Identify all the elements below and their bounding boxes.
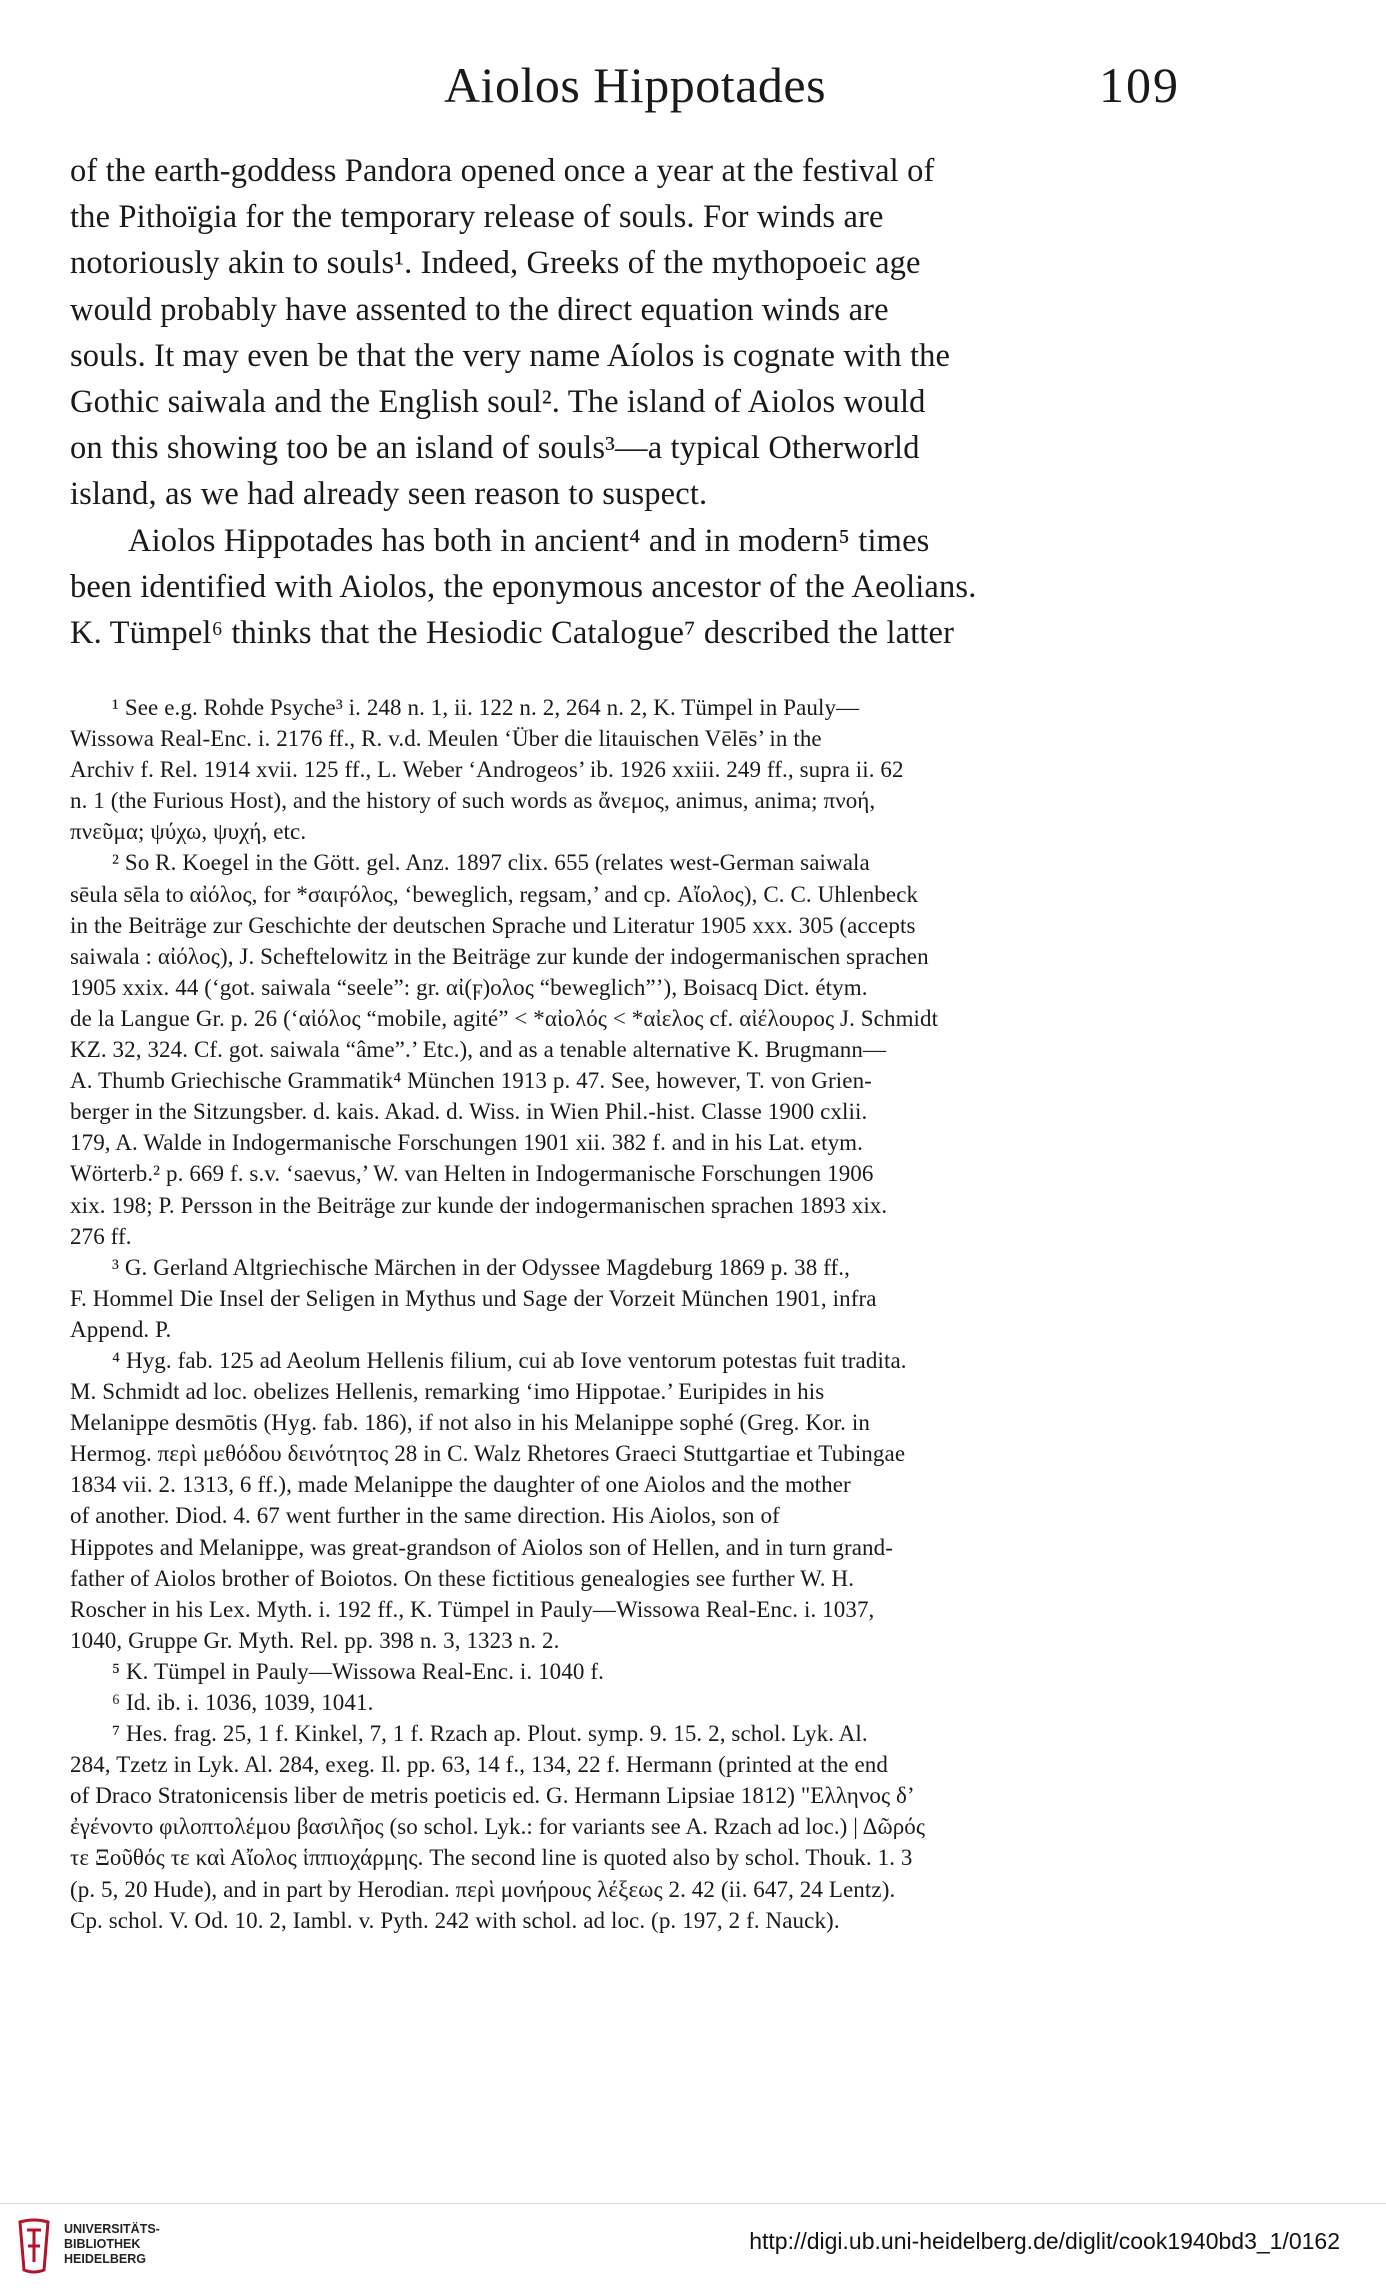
body-line: K. Tümpel⁶ thinks that the Hesiodic Catalogue⁷ described the latter xyxy=(70,614,955,651)
footnote-line: ⁵ K. Tümpel in Pauly—Wissowa Real-Enc. i. 1040 f. xyxy=(112,1658,604,1684)
body-line: island, as we had already seen reason to suspect. xyxy=(70,476,708,513)
footnote-line: xix. 198; P. Persson in the Beiträge zur kunde der indogermanischen sprachen 1893 xix. xyxy=(70,1192,888,1218)
body-line: Aiolos Hippotades has both in ancient⁴ and in modern⁵ times xyxy=(128,522,930,559)
footnote-line: n. 1 (the Furious Host), and the history of such words as ἄνεμος, animus, anima; πνοή, xyxy=(70,788,876,814)
footnote-line: of another. Diod. 4. 67 went further in the same direction. His Aiolos, son of xyxy=(70,1503,780,1529)
footnote-line: A. Thumb Griechische Grammatik⁴ München 1913 p. 47. See, however, T. von Grien- xyxy=(70,1068,872,1094)
body-line: notoriously akin to souls¹. Indeed, Greeks of the mythopoeic age xyxy=(70,245,921,282)
footnote-line: saiwala : αἰόλος), J. Scheftelowitz in the Beiträge zur kunde der indogermanischen sprachen xyxy=(70,943,929,969)
footnote-line: berger in the Sitzungsber. d. kais. Akad. d. Wiss. in Wien Phil.-hist. Classe 1900 cxlii. xyxy=(70,1099,868,1125)
footnote-line: in the Beiträge zur Geschichte der deutschen Sprache und Literatur 1905 xxx. 305 (accepts xyxy=(70,912,916,938)
footnote-line: Roscher in his Lex. Myth. i. 192 ff., K. Tümpel in Pauly—Wissowa Real-Enc. i. 1037, xyxy=(70,1596,875,1622)
footnote-line: de la Langue Gr. p. 26 (‘αἰόλος “mobile, agité” < *αἰολός < *αἰελος cf. αἰέλουρος J. Schmidt xyxy=(70,1005,939,1031)
footnote-line: Cp. schol. V. Od. 10. 2, Iambl. v. Pyth. 242 with schol. ad loc. (p. 197, 2 f. Nauck). xyxy=(70,1907,840,1933)
footnote-line: of Draco Stratonicensis liber de metris poeticis ed. G. Hermann Lipsiae 1812) "Ελληνος δ’ xyxy=(70,1783,915,1809)
body-line: the Pithoïgia for the temporary release of souls. For winds are xyxy=(70,199,884,236)
footnote-line: F. Hommel Die Insel der Seligen in Mythus und Sage der Vorzeit München 1901, infra xyxy=(70,1285,877,1311)
footnote-line: father of Aiolos brother of Boiotos. On these fictitious genealogies see further W. H. xyxy=(70,1565,855,1591)
library-name-line: BIBLIOTHEK xyxy=(64,2237,141,2251)
footnote-line: M. Schmidt ad loc. obelizes Hellenis, remarking ‘imo Hippotae.’ Euripides in his xyxy=(70,1379,825,1405)
footnote-line: Wissowa Real-Enc. i. 2176 ff., R. v.d. Meulen ‘Über die litauischen Vēlēs’ in the xyxy=(70,726,822,752)
footnote-line: ² So R. Koegel in the Gött. gel. Anz. 1897 clix. 655 (relates west-German saiwala xyxy=(112,850,870,876)
permalink-url[interactable]: http://digi.ub.uni-heidelberg.de/diglit/cook1940bd3_1/0162 xyxy=(749,2228,1340,2254)
library-name-line: HEIDELBERG xyxy=(64,2252,146,2266)
footer-bar xyxy=(0,2203,1386,2292)
body-line: Gothic saiwala and the English soul². The island of Aiolos would xyxy=(70,383,926,420)
footnote-line: Hermog. περὶ μεθόδου δεινότητος 28 in C. Walz Rhetores Graeci Stuttgartiae et Tubingae xyxy=(70,1441,906,1467)
footnote-line: τε Ξοῦθός τε καὶ Αἴολος ἱππιοχάρμης. The second line is quoted also by schol. Thouk. 1. 3 xyxy=(70,1845,913,1871)
footnote-line: KZ. 32, 324. Cf. got. saiwala “âme”.’ Etc.), and as a tenable alternative K. Brugmann— xyxy=(70,1037,887,1063)
footnote-line: πνεῦμα; ψύχω, ψυχή, etc. xyxy=(70,819,307,845)
footnote-line: Append. P. xyxy=(70,1316,172,1342)
footnote-line: 284, Tzetz in Lyk. Al. 284, exeg. Il. pp. 63, 14 f., 134, 22 f. Hermann (printed at the end xyxy=(70,1752,888,1778)
running-title: Aiolos Hippotades xyxy=(443,57,827,113)
body-line: souls. It may even be that the very name Aíolos is cognate with the xyxy=(70,337,951,374)
footnote-line: ⁶ Id. ib. i. 1036, 1039, 1041. xyxy=(112,1690,374,1715)
body-line: would probably have assented to the direct equation winds are xyxy=(70,291,889,328)
library-logo[interactable] xyxy=(14,2216,174,2276)
footnote-line: 276 ff. xyxy=(70,1223,132,1249)
body-line: been identified with Aiolos, the eponymous ancestor of the Aeolians. xyxy=(70,568,977,605)
footnote-line: 1834 vii. 2. 1313, 6 ff.), made Melanippe the daughter of one Aiolos and the mother xyxy=(70,1472,851,1498)
library-name xyxy=(64,2222,160,2267)
footnote-line: 1905 xxix. 44 (‘got. saiwala “seele”: gr. αἰ(ϝ)ολος “beweglich”’), Boisacq Dict. étym. xyxy=(70,974,868,1000)
library-name-line: UNIVERSITÄTS- xyxy=(64,2222,160,2236)
footnote-line: ἐγένοντο φιλοπτολέμου βασιλῆος (so schol. Lyk.: for variants see A. Rzach ad loc.) | Δῶρός xyxy=(70,1814,926,1840)
footnotes xyxy=(70,692,1182,1936)
footnote-line: (p. 5, 20 Hude), and in part by Herodian. περὶ μονήρους λέξεως 2. 42 (ii. 647, 24 Lentz). xyxy=(70,1876,896,1902)
body-text xyxy=(70,148,1182,656)
footnote-line: ¹ See e.g. Rohde Psyche³ i. 248 n. 1, ii. 122 n. 2, 264 n. 2, K. Tümpel in Pauly— xyxy=(112,695,860,720)
body-line: of the earth-goddess Pandora opened once a year at the festival of xyxy=(70,153,935,189)
footnote-line: sēula sēla to αἰόλος, for *σαιϝόλος, ‘beweglich, regsam,’ and cp. Αἴολος), C. C. Uhlenbeck xyxy=(70,881,919,907)
footnote-line: Hippotes and Melanippe, was great-grandson of Aiolos son of Hellen, and in turn grand- xyxy=(70,1534,893,1560)
footnote-line: Archiv f. Rel. 1914 xvii. 125 ff., L. Weber ‘Androgeos’ ib. 1926 xxiii. 249 ff., supra ii. 62 xyxy=(70,757,904,783)
footnote-line: ⁴ Hyg. fab. 125 ad Aeolum Hellenis filium, cui ab Iove ventorum potestas fuit tradita. xyxy=(112,1347,907,1373)
body-line: on this showing too be an island of souls³—a typical Otherworld xyxy=(70,430,920,467)
footnote-line: ⁷ Hes. frag. 25, 1 f. Kinkel, 7, 1 f. Rzach ap. Plout. symp. 9. 15. 2, schol. Lyk. Al. xyxy=(112,1721,868,1747)
footnote-line: Wörterb.² p. 669 f. s.v. ‘saevus,’ W. van Helten in Indogermanische Forschungen 1906 xyxy=(70,1161,874,1187)
footnote-line: 179, A. Walde in Indogermanische Forschungen 1901 xii. 382 f. and in his Lat. etym. xyxy=(70,1130,864,1156)
page-number: 109 xyxy=(1099,57,1180,113)
footnote-line: 1040, Gruppe Gr. Myth. Rel. pp. 398 n. 3, 1323 n. 2. xyxy=(70,1627,560,1653)
footnote-line: ³ G. Gerland Altgriechische Märchen in der Odyssee Magdeburg 1869 p. 38 ff., xyxy=(112,1254,850,1280)
running-header xyxy=(90,56,1180,126)
footnote-line: Melanippe desmōtis (Hyg. fab. 186), if not also in his Melanippe sophé (Greg. Kor. in xyxy=(70,1410,870,1436)
heidelberg-seal-icon xyxy=(14,2216,54,2276)
